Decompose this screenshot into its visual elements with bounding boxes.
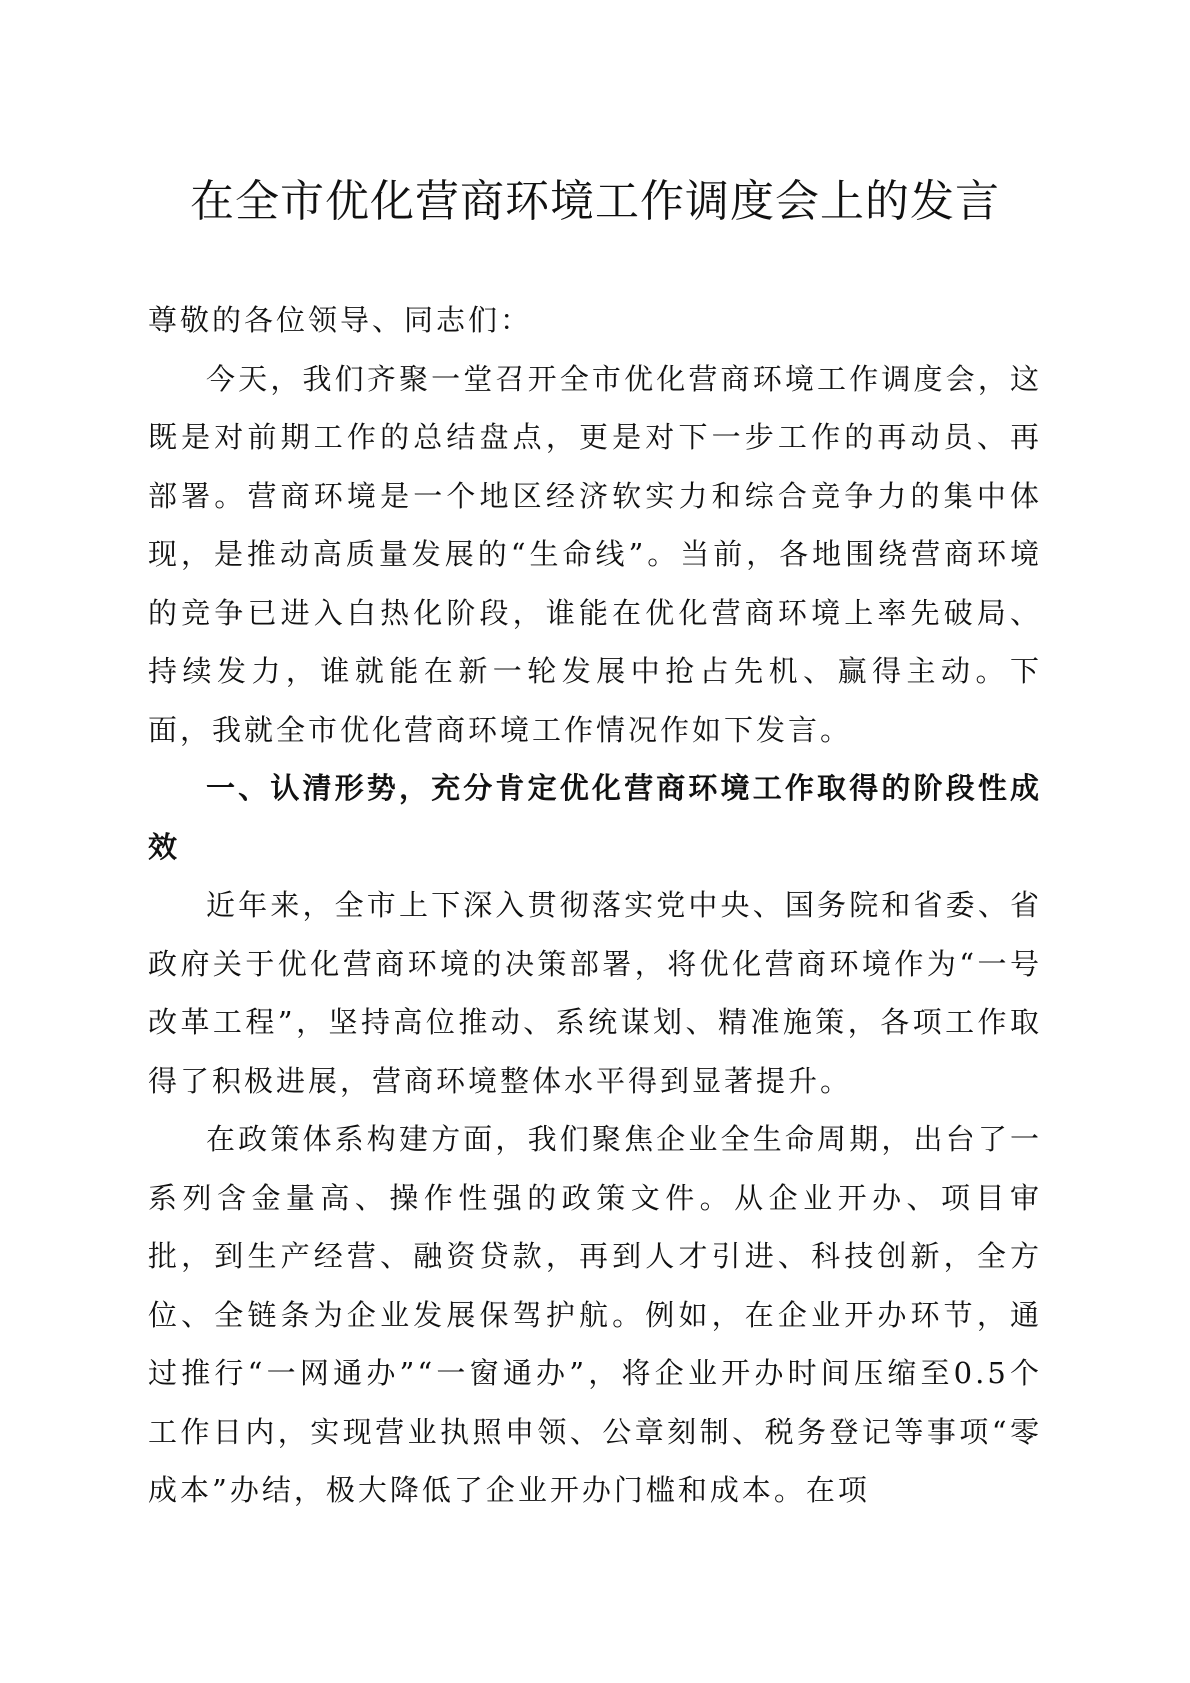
section-heading-1: 一、认清形势，充分肯定优化营商环境工作取得的阶段性成效 [148,771,1042,864]
paragraph-intro: 今天，我们齐聚一堂召开全市优化营商环境工作调度会，这既是对前期工作的总结盘点，更是对下一步工作的再动员、再部署。营商环境是一个地区经济软实力和综合竞争力的集中体现，是推动高质量发展的“生命线”。当前，各地围绕营商环境的竞争已进入白热化阶段，谁能在优化营商环境上率先破局、持续发力，谁就能在新一轮发展中抢占先机、赢得主动。下面，我就全市优化营商环境工作情况作如下发言。 [148,361,1042,747]
salutation: 尊敬的各位领导、同志们： [148,303,533,337]
paragraph-policy-system: 在政策体系构建方面，我们聚焦企业全生命周期，出台了一系列含金量高、操作性强的政策文件。从企业开办、项目审批，到生产经营、融资贷款，再到人才引进、科技创新，全方位、全链条为企业发展保驾护航。例如，在企业开办环节，通过推行“一网通办”“一窗通办”，将企业开办时间压缩至0.5个工作日内，实现营业执照申领、公章刻制、税务登记等事项“零成本”办结，极大降低了企业开办门槛和成本。在项 [148,1122,1042,1507]
document-body [148,291,1042,1520]
document-title: 在全市优化营商环境工作调度会上的发言 [190,176,1000,227]
paragraph-overview: 近年来，全市上下深入贯彻落实党中央、国务院和省委、省政府关于优化营商环境的决策部署，将优化营商环境作为“一号改革工程”，坚持高位推动、系统谋划、精准施策，各项工作取得了积极进展，营商环境整体水平得到显著提升。 [148,888,1042,1098]
